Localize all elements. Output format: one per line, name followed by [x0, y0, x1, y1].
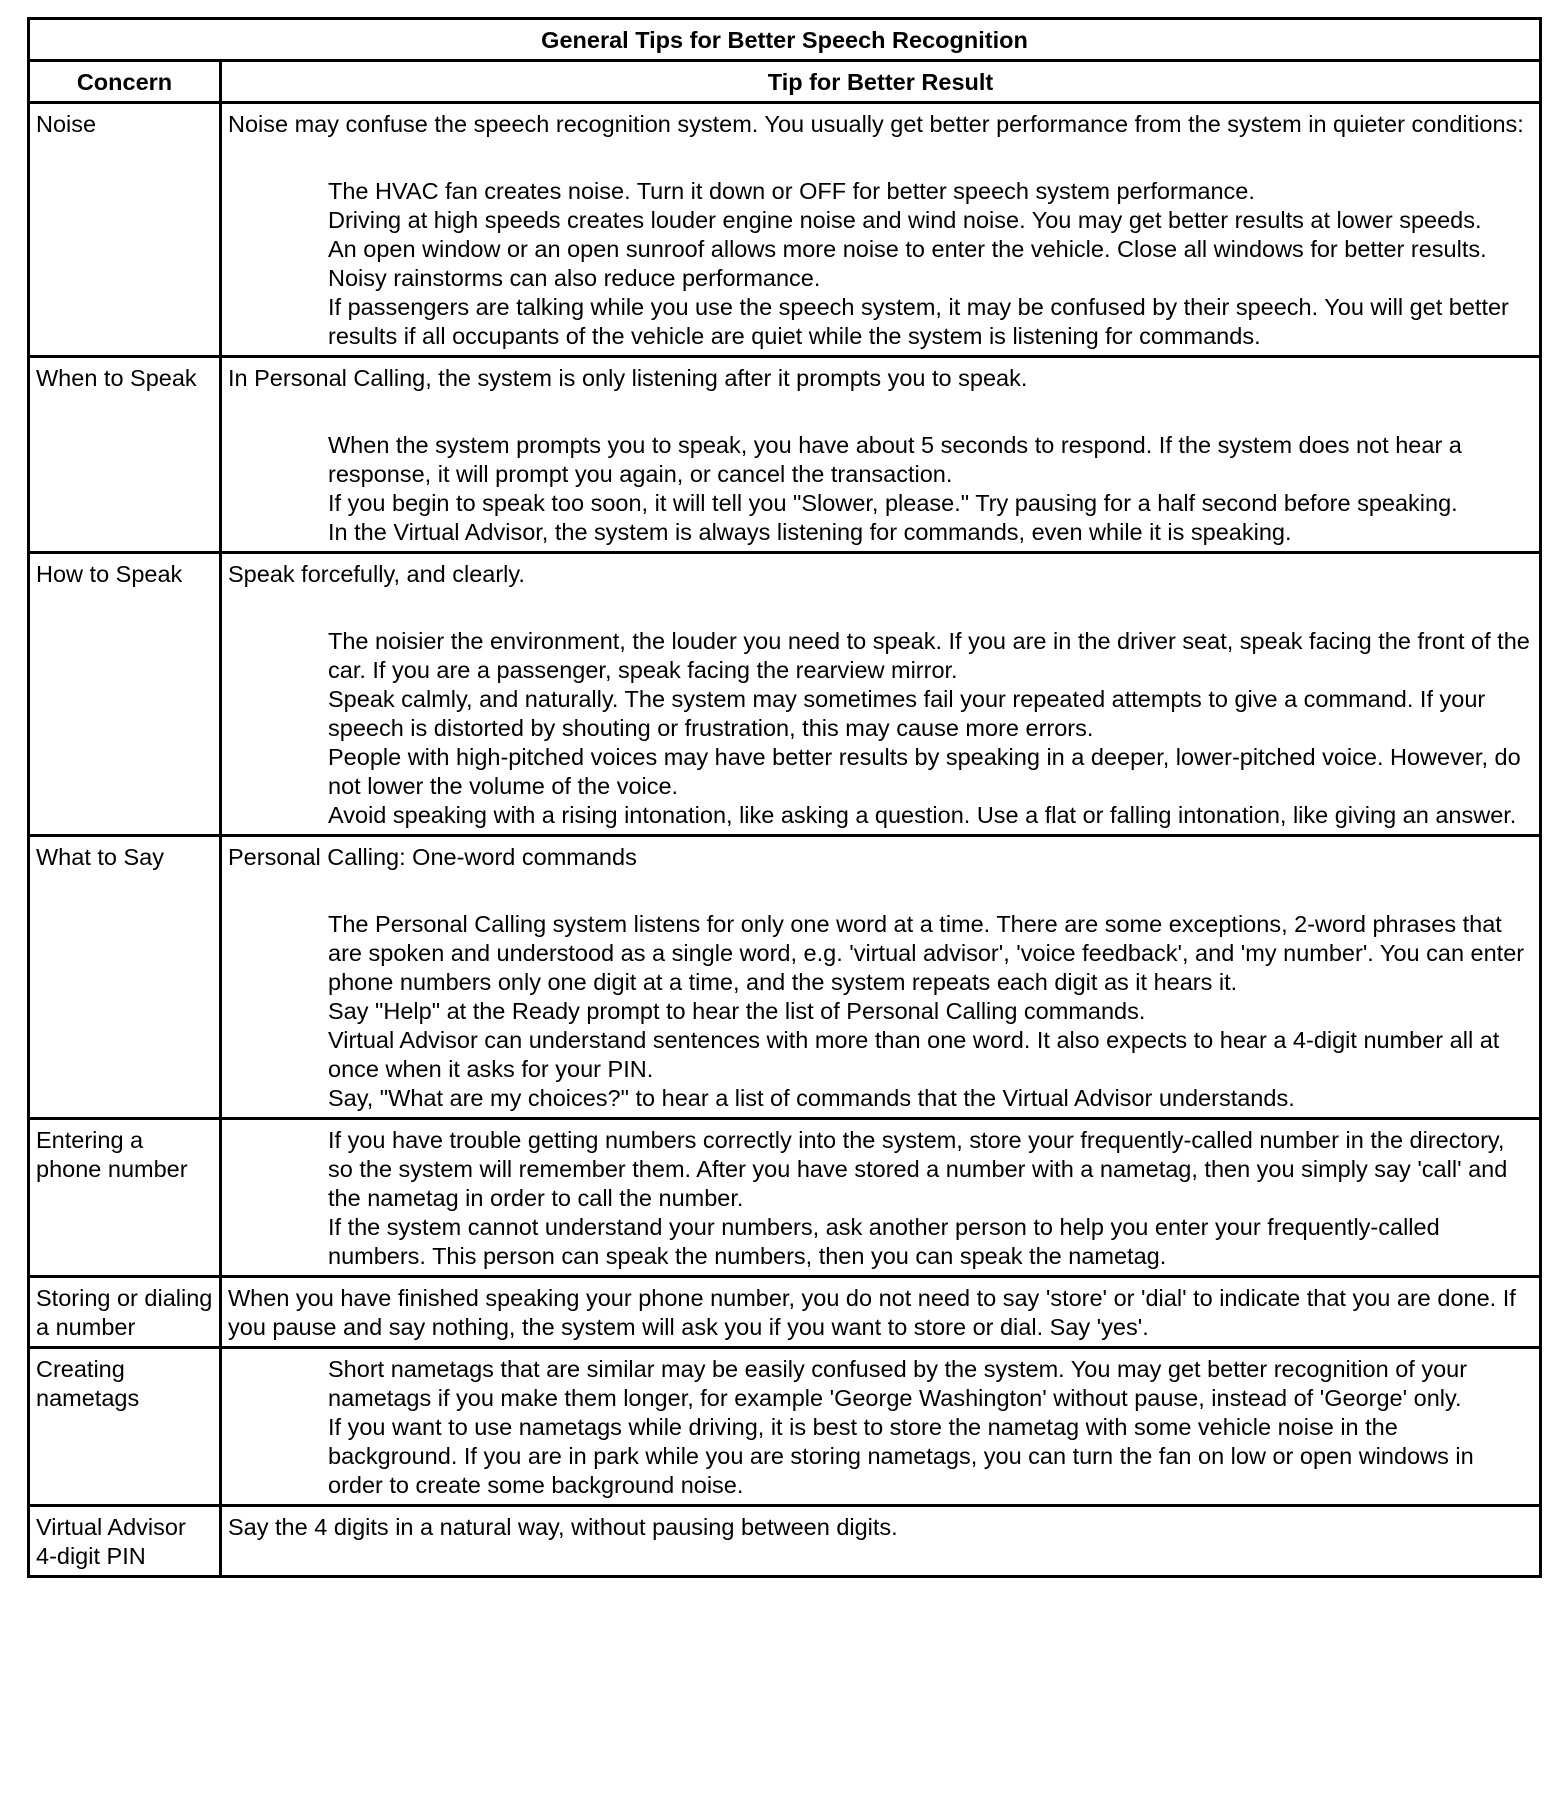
- header-row: [29, 61, 1541, 103]
- table-row: [29, 836, 1541, 1119]
- tip-item: The noisier the environment, the louder you need to speak. If you are in the driver seat, speak facing the front of the car. If you are a passenger, speak facing the rearview mirror.: [328, 628, 1530, 683]
- table-row: [29, 1506, 1541, 1577]
- tip-item: Noisy rainstorms can also reduce performance.: [328, 265, 821, 291]
- table-row: [29, 357, 1541, 553]
- tip-item: If you want to use nametags while driving, it is best to store the nametag with some vehicle noise in the background. If you are in park while you are storing nametags, you can turn the fan on low or open windows in order to create some background noise.: [328, 1414, 1474, 1498]
- tip-cell: [221, 553, 1541, 836]
- table-row: [29, 1119, 1541, 1277]
- tip-item: Say, "What are my choices?" to hear a list of commands that the Virtual Advisor understands.: [328, 1085, 1295, 1111]
- tip-item: Say "Help" at the Ready prompt to hear the list of Personal Calling commands.: [328, 998, 1146, 1024]
- tip-item: If passengers are talking while you use the speech system, it may be confused by their speech. You will get better results if all occupants of the vehicle are quiet while the system is listening for commands.: [328, 294, 1509, 349]
- tip-cell: [221, 1277, 1541, 1348]
- tip-cell: [221, 1119, 1541, 1277]
- tip-item: Speak calmly, and naturally. The system may sometimes fail your repeated attempts to give a command. If your speech is distorted by shouting or frustration, this may cause more errors.: [328, 686, 1486, 741]
- column-header-tip: Tip for Better Result: [221, 61, 1541, 103]
- tip-intro: Speak forcefully, and clearly.: [228, 561, 525, 587]
- tip-item: Short nametags that are similar may be easily confused by the system. You may get better recognition of your nametags if you make them longer, for example 'George Washington' without pause, instead of 'George' only.: [328, 1356, 1468, 1411]
- concern-cell: How to Speak: [29, 553, 221, 836]
- tip-item: People with high-pitched voices may have better results by speaking in a deeper, lower-pitched voice. However, do not lower the volume of the voice.: [328, 744, 1521, 799]
- table-row: [29, 553, 1541, 836]
- concern-cell: Entering a phone number: [29, 1119, 221, 1277]
- tip-item: An open window or an open sunroof allows more noise to enter the vehicle. Close all windows for better results.: [328, 236, 1487, 262]
- tip-item: Virtual Advisor can understand sentences with more than one word. It also expects to hear a 4-digit number all at once when it asks for your PIN.: [328, 1027, 1500, 1082]
- tip-list: [228, 1126, 1533, 1271]
- speech-tips-table: [27, 17, 1542, 1578]
- tip-item: If you have trouble getting numbers correctly into the system, store your frequently-called number in the directory, so the system will remember them. After you have stored a number with a nametag, then you simply say 'call' and the nametag in order to call the number.: [328, 1127, 1508, 1211]
- tip-cell: [221, 1506, 1541, 1577]
- tip-intro: Personal Calling: One-word commands: [228, 844, 637, 870]
- title-row: [29, 19, 1541, 61]
- tip-list: [228, 627, 1533, 830]
- column-header-concern: Concern: [29, 61, 221, 103]
- tip-list: [228, 177, 1533, 351]
- tip-list: [228, 1355, 1533, 1500]
- tip-item: If the system cannot understand your numbers, ask another person to help you enter your frequently-called numbers. This person can speak the numbers, then you can speak the nametag.: [328, 1214, 1440, 1269]
- tip-intro: In Personal Calling, the system is only listening after it prompts you to speak.: [228, 365, 1028, 391]
- concern-cell: What to Say: [29, 836, 221, 1119]
- concern-cell: Storing or dialing a number: [29, 1277, 221, 1348]
- tip-item: The HVAC fan creates noise. Turn it down or OFF for better speech system performance.: [328, 178, 1255, 204]
- concern-cell: Virtual Advisor 4-digit PIN: [29, 1506, 221, 1577]
- table-body: [29, 103, 1541, 1577]
- tip-cell: [221, 103, 1541, 357]
- tip-item: Avoid speaking with a rising intonation, like asking a question. Use a flat or falling intonation, like giving an answer.: [328, 802, 1517, 828]
- table-row: [29, 103, 1541, 357]
- tip-cell: [221, 357, 1541, 553]
- tip-list: [228, 431, 1533, 547]
- tip-intro: Noise may confuse the speech recognition system. You usually get better performance from the system in quieter conditions:: [228, 111, 1524, 137]
- tip-cell: [221, 1348, 1541, 1506]
- tip-intro: When you have finished speaking your phone number, you do not need to say 'store' or 'dial' to indicate that you are done. If you pause and say nothing, the system will ask you if you want to store or dial. Say 'yes'.: [228, 1285, 1516, 1340]
- concern-cell: Creating nametags: [29, 1348, 221, 1506]
- tip-item: Driving at high speeds creates louder engine noise and wind noise. You may get better results at lower speeds.: [328, 207, 1482, 233]
- table-title: General Tips for Better Speech Recognition: [29, 19, 1541, 61]
- tip-cell: [221, 836, 1541, 1119]
- tip-item: The Personal Calling system listens for only one word at a time. There are some exceptions, 2-word phrases that are spoken and understood as a single word, e.g. 'virtual advisor', 'voice feedback', and 'my number'. You can enter phone numbers only one digit at a time, and the system repeats each digit as it hears it.: [328, 911, 1525, 995]
- concern-cell: When to Speak: [29, 357, 221, 553]
- concern-cell: Noise: [29, 103, 221, 357]
- table-row: [29, 1277, 1541, 1348]
- tip-item: In the Virtual Advisor, the system is always listening for commands, even while it is speaking.: [328, 519, 1292, 545]
- tip-list: [228, 910, 1533, 1113]
- tip-intro: Say the 4 digits in a natural way, without pausing between digits.: [228, 1514, 898, 1540]
- table-row: [29, 1348, 1541, 1506]
- tip-item: If you begin to speak too soon, it will tell you "Slower, please." Try pausing for a half second before speaking.: [328, 490, 1458, 516]
- tip-item: When the system prompts you to speak, you have about 5 seconds to respond. If the system does not hear a response, it will prompt you again, or cancel the transaction.: [328, 432, 1462, 487]
